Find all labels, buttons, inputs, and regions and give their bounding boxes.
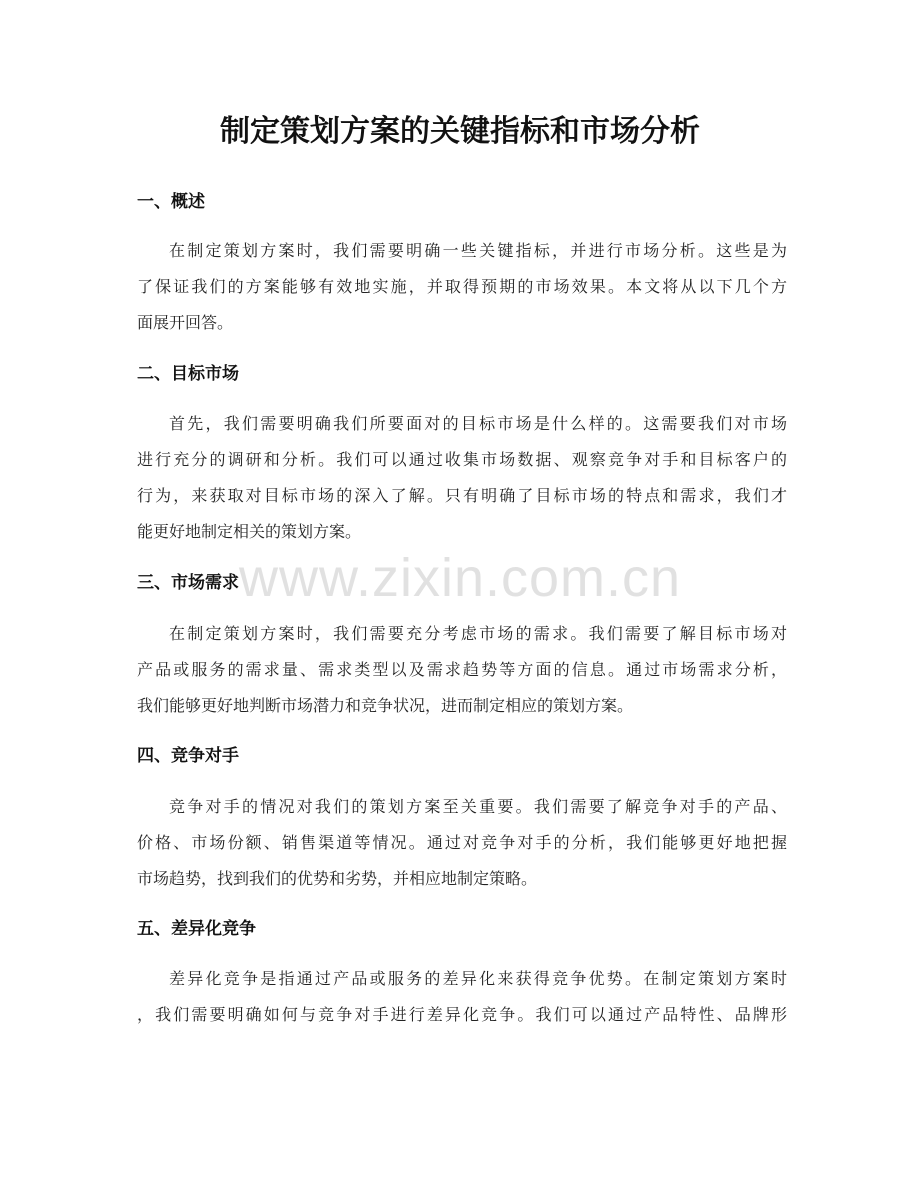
section-paragraph-overview	[137, 233, 787, 341]
paragraph-line: 面展开回答。	[137, 313, 234, 332]
paragraph-line: 首先，我们需要明确我们所要面对的目标市场是什么样的。这需要我们对市场	[169, 414, 787, 433]
section-heading-competitors: 四、竞争对手	[137, 746, 239, 766]
section-paragraph-competitors	[137, 789, 787, 897]
paragraph-line: ，我们需要明确如何与竞争对手进行差异化竞争。我们可以通过产品特性、品牌形	[137, 1005, 787, 1024]
paragraph-line: 在制定策划方案时，我们需要充分考虑市场的需求。我们需要了解目标市场对	[169, 624, 787, 643]
paragraph-line: 竞争对手的情况对我们的策划方案至关重要。我们需要了解竞争对手的产品、	[169, 797, 787, 816]
paragraph-line: 在制定策划方案时，我们需要明确一些关键指标，并进行市场分析。这些是为	[169, 241, 787, 260]
section-paragraph-differentiation	[137, 961, 787, 1033]
paragraph-line: 差异化竞争是指通过产品或服务的差异化来获得竞争优势。在制定策划方案时	[169, 969, 787, 988]
section-heading-differentiation: 五、差异化竞争	[137, 919, 256, 939]
document-title: 制定策划方案的关键指标和市场分析	[220, 114, 700, 149]
paragraph-line: 产品或服务的需求量、需求类型以及需求趋势等方面的信息。通过市场需求分析，	[137, 660, 787, 679]
paragraph-line: 市场趋势，找到我们的优势和劣势，并相应地制定策略。	[137, 869, 538, 888]
paragraph-line: 了保证我们的方案能够有效地实施，并取得预期的市场效果。本文将从以下几个方	[137, 277, 787, 296]
paragraph-line: 行为，来获取对目标市场的深入了解。只有明确了目标市场的特点和需求，我们才	[137, 486, 787, 505]
watermark: www.zixin.com.cn	[238, 548, 682, 608]
section-heading-overview: 一、概述	[137, 192, 205, 212]
paragraph-line: 价格、市场份额、销售渠道等情况。通过对竞争对手的分析，我们能够更好地把握	[137, 833, 787, 852]
section-paragraph-market-demand	[137, 616, 787, 724]
paragraph-line: 能更好地制定相关的策划方案。	[137, 522, 362, 541]
section-paragraph-target-market	[137, 406, 787, 550]
section-heading-market-demand: 三、市场需求	[137, 573, 239, 593]
paragraph-line: 我们能够更好地判断市场潜力和竞争状况，进而制定相应的策划方案。	[137, 696, 634, 715]
section-heading-target-market: 二、目标市场	[137, 364, 239, 384]
paragraph-line: 进行充分的调研和分析。我们可以通过收集市场数据、观察竞争对手和目标客户的	[137, 450, 787, 469]
